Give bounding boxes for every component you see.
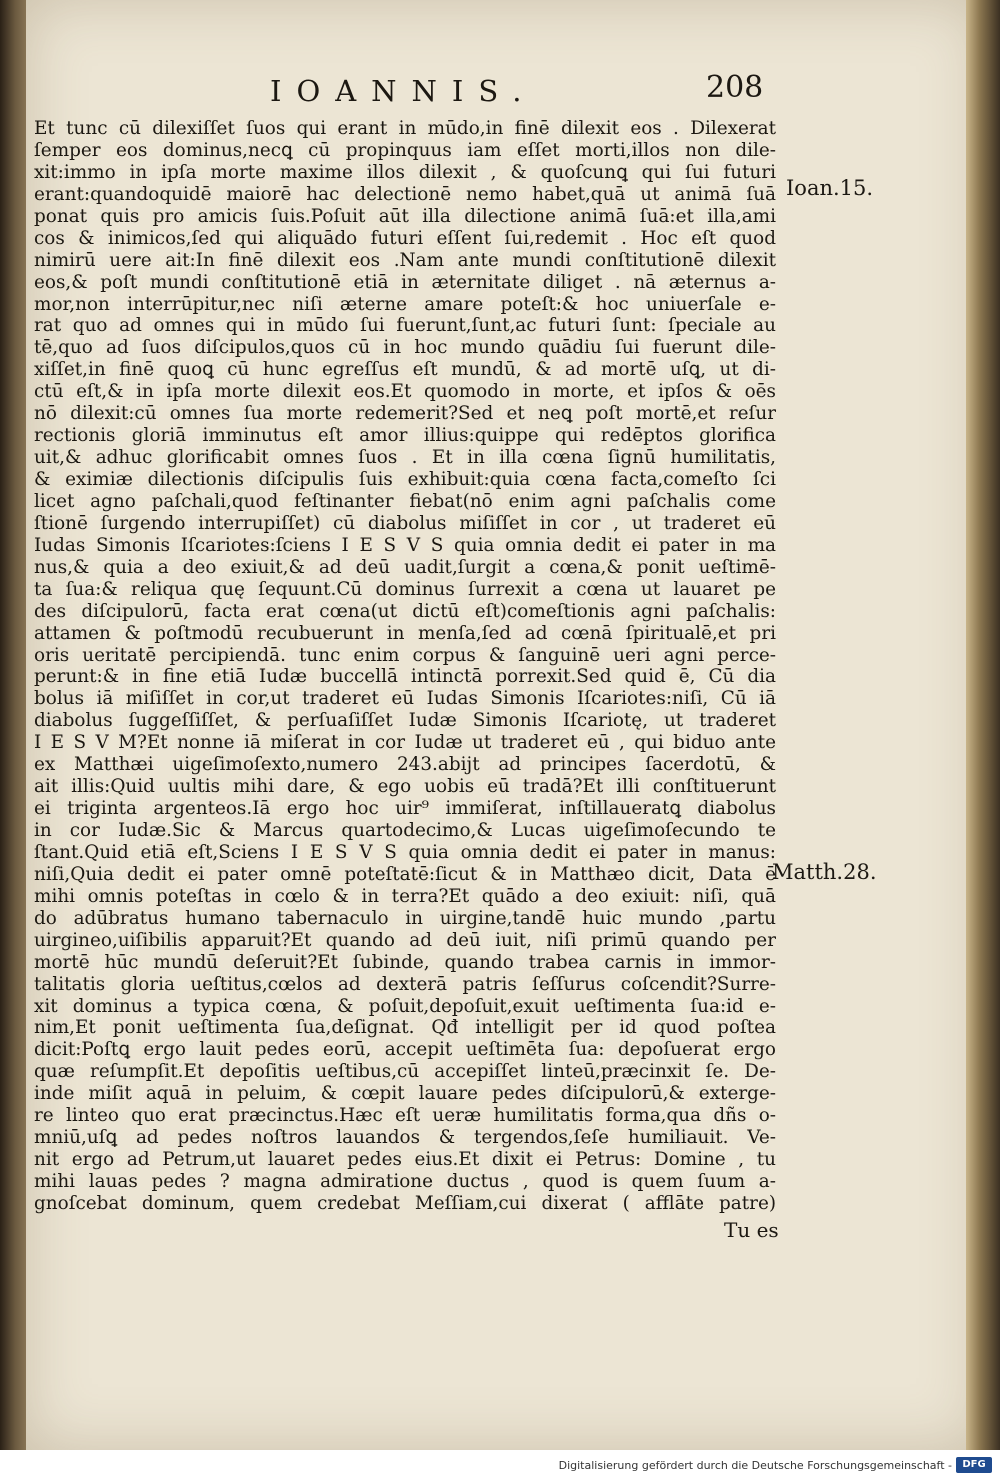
- text-line: talitatis gloria ueſtitus,cœlos ad dexterā patris ſeſſurus coſcendit?Surre-: [34, 973, 776, 995]
- text-line: gnoſcebat dominum, quem credebat Meſſiam,cui dixerat ( afflāte patre): [34, 1192, 776, 1214]
- page-number: 208: [706, 70, 764, 105]
- text-line: I E S V M?Et nonne iā miſerat in cor Iudæ ut traderet eū , qui biduo ante: [34, 732, 776, 754]
- text-line: ait illis:Quid uultis mihi dare, & ego uobis eū tradā?Et illi conſtituerunt: [34, 776, 776, 798]
- text-line: uit,& adhuc glorificabit omnes ſuos . Et in illa cœna ſignū humilitatis,: [34, 447, 776, 469]
- dfg-logo: DFG: [956, 1457, 992, 1473]
- book-page: [26, 0, 982, 1450]
- text-line: mihi omnis poteſtas in cœlo & in terra?Et quādo a deo exiuit: niſi, quā: [34, 885, 776, 907]
- footer-credit: Digitalisierung gefördert durch die Deutsche Forschungsgemeinschaft -: [558, 1459, 952, 1472]
- text-line: quæ reſumpſit.Et depoſitis ueſtibus,cū accepiſſet linteū,præcinxit ſe. De-: [34, 1061, 776, 1083]
- text-line: mihi lauas pedes ? magna admiratione ductus , quod is quem ſuum a-: [34, 1171, 776, 1192]
- text-line: xit:immo in ipſa morte maxime illos dilexit , & quoſcunꝗ qui ſui futuri: [34, 161, 776, 183]
- text-line: rat quo ad omnes qui in mūdo ſui fuerunt,ſunt,ac futuri ſunt: ſpeciale au: [34, 315, 776, 337]
- text-line: Et tunc cū dilexiſſet ſuos qui erant in mūdo,in finē dilexit eos . Dilexerat: [34, 118, 776, 139]
- text-line: ctū eſt,& in ipſa morte dilexit eos.Et quomodo in morte, et ipſos & oēs: [34, 381, 776, 403]
- margin-note-ioan: Ioan.15.: [786, 176, 874, 200]
- text-line: re linteo quo erat præcinctus.Hæc eſt ueræ humilitatis forma,qua dñs o-: [34, 1105, 776, 1127]
- text-line: rectionis gloriā imminutus eſt amor illius:quippe qui redēptos glorifica: [34, 425, 776, 447]
- text-line: perunt:& in fine etiā Iudæ buccellā intinctā porrexit.Sed quid ē, Cū dia: [34, 666, 776, 688]
- text-line: nimirū uere ait:In finē dilexit eos .Nam ante mundi conſtitutionē dilexit: [34, 249, 776, 271]
- footer-bar: [0, 1450, 1000, 1482]
- running-head: [26, 70, 982, 114]
- running-title: IOANNIS.: [270, 74, 537, 108]
- body-text: [34, 118, 776, 1215]
- text-line: nō dilexit:cū omnes ſua morte redemerit?Sed et neꝗ poſt mortē,et reſur: [34, 403, 776, 425]
- text-line: mortē hūc mundū deſeruit?Et ſubinde, quando trabea carnis in immor-: [34, 951, 776, 973]
- text-line: bolus iā miſiſſet in cor,ut traderet eū Iudas Simonis Iſcariotes:niſi, Cū iā: [34, 688, 776, 710]
- text-line: mor,non interrūpitur,nec niſi æterne amare poteſt:& hoc uniuerſale e-: [34, 293, 776, 315]
- text-line: niſi,Quia dedit ei pater omnē poteſtatē:ſicut & in Matthæo dicit, Data ē: [34, 863, 776, 885]
- text-line: eos,& poſt mundi conſtitutionē etiā in æternitate diliget . nā æternus a-: [34, 271, 776, 293]
- text-line: des diſcipulorū, facta erat cœna(ut dictū eſt)comeſtionis agni paſchalis:: [34, 600, 776, 622]
- text-line: uirgineo,uiſibilis apparuit?Et quando ad deū iuit, niſi primū quando per: [34, 929, 776, 951]
- margin-note-matth: Matth.28.: [772, 860, 877, 884]
- text-line: oris ueritatē percipiendā. tunc enim corpus & ſanguinē ueri agni perce-: [34, 644, 776, 666]
- text-line: do adūbratus humano tabernaculo in uirgine,tandē huic mundo ,partu: [34, 907, 776, 929]
- text-line: licet agno paſchali,quod feſtinanter fiebat(nō enim agni paſchalis come: [34, 490, 776, 512]
- text-line: dicit:Poſtꝗ ergo lauit pedes eorū, accepit ueſtimēta ſua: depoſuerat ergo: [34, 1039, 776, 1061]
- text-line: in cor Iudæ.Sic & Marcus quartodecimo,& Lucas uigeſimoſecundo te: [34, 820, 776, 841]
- text-line: ta ſua:& reliqua quę ſequunt.Cū dominus ſurrexit a cœna ut lauaret pe: [34, 578, 776, 600]
- text-line: attamen & poſtmodū recubuerunt in menſa,ſed ad cœnā ſpiritualē,et pri: [34, 622, 776, 644]
- text-line: cos & inimicos,ſed qui aliquādo futuri eſſent ſui,redemit . Hoc eſt quod: [34, 227, 776, 249]
- text-line: mniū,uſꝗ ad pedes noſtros lauandos & tergendos,ſeſe humiliauit. Ve-: [34, 1127, 776, 1149]
- text-line: tē,quo ad ſuos diſcipulos,quos cū in hoc mundo quādiu ſui fuerunt dile-: [34, 337, 776, 359]
- text-line: nim,Et ponit ueſtimenta ſua,deſignat. Qđ intelligit per id quod poſtea: [34, 1017, 776, 1039]
- text-line: nus,& quia a deo exiuit,& ad deū uadit,ſurgit a cœna,& ponit ueſtimē-: [34, 556, 776, 578]
- catchword: Tu es: [724, 1218, 779, 1242]
- text-line: inde miſit aquā in peluim, & cœpit lauare pedes diſcipulorū,& exterge-: [34, 1083, 776, 1105]
- text-line: erant:quandoquidē maiorē hac delectionē nemo habet,quā ut animā ſuā: [34, 183, 776, 205]
- text-line: & eximiæ dilectionis diſcipulis ſuis exhibuit:quia cœna facta,comeſto ſci: [34, 469, 776, 490]
- text-line: ſtionē ſurgendo interrupiſſet) cū diabolus miſiſſet in cor , ut traderet eū: [34, 512, 776, 534]
- text-line: ex Matthæi uigeſimoſexto,numero 243.abijt ad principes ſacerdotū, &: [34, 754, 776, 776]
- book-edge-right: [966, 0, 1000, 1450]
- text-line: Iudas Simonis Iſcariotes:ſciens I E S V S quia omnia dedit ei pater in ma: [34, 534, 776, 556]
- text-line: ei triginta argenteos.Iā ergo hoc uir⁹ immiſerat, inſtillaueratꝗ diabolus: [34, 798, 776, 820]
- text-line: ſemper eos dominus,necꝗ cū propinquus iam eſſet morti,illos non dile-: [34, 139, 776, 161]
- text-line: nit ergo ad Petrum,ut lauaret pedes eius.Et dixit ei Petrus: Domine , tu: [34, 1149, 776, 1171]
- text-line: xiſſet,in finē quoꝗ cū hunc egreſſus eſt mundū, & ad mortē uſꝗ, ut di-: [34, 359, 776, 381]
- text-line: ſtant.Quid etiā eſt,Sciens I E S V S quia omnia dedit ei pater in manus:: [34, 841, 776, 863]
- text-line: ponat quis pro amicis ſuis.Poſuit aūt illa dilectione animā ſuā:et illa,ami: [34, 205, 776, 227]
- text-line: xit dominus a typica cœna, & poſuit,depoſuit,exuit ueſtimenta ſua:id e-: [34, 995, 776, 1017]
- text-line: diabolus ſuggeſſiſſet, & perſuaſiſſet Iudæ Simonis Iſcariotę, ut traderet: [34, 710, 776, 732]
